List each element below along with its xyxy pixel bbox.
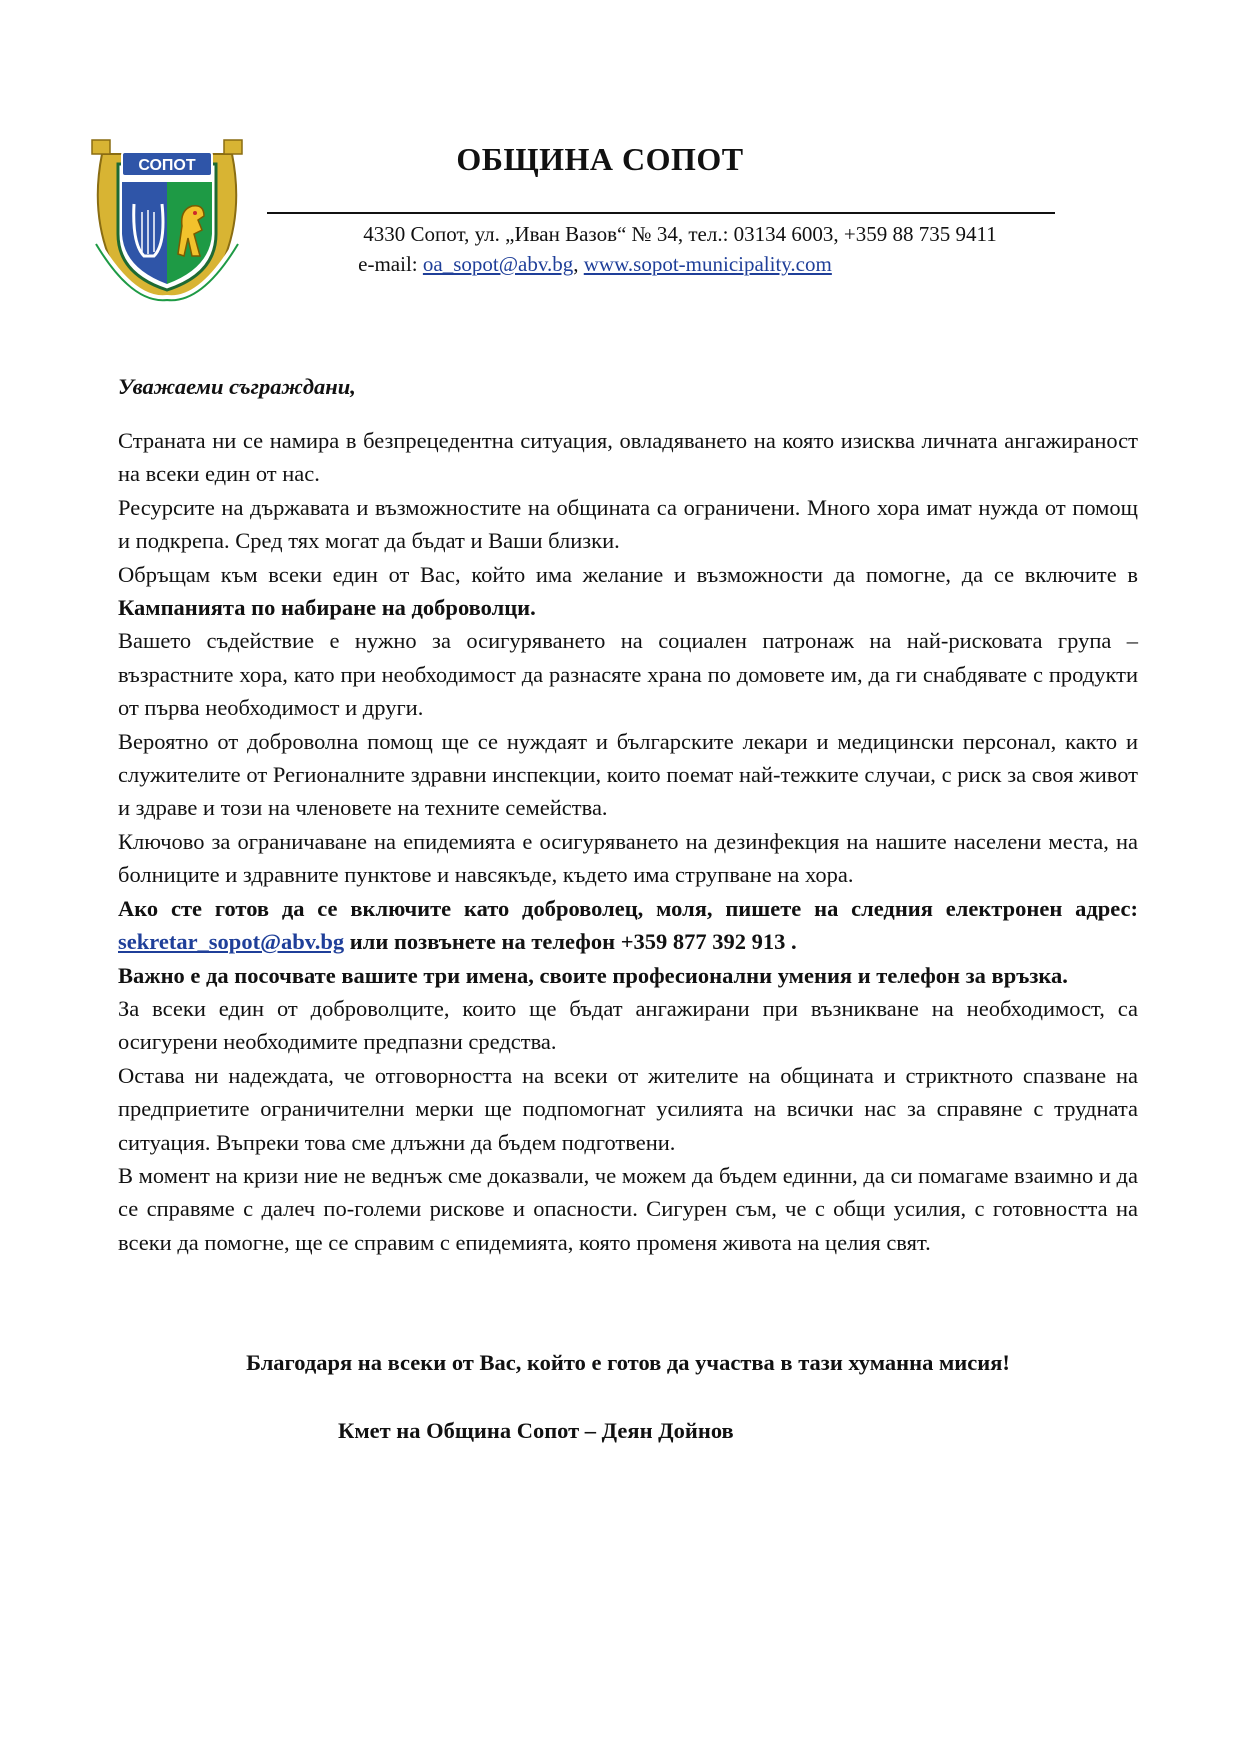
paragraph (118, 892, 1138, 959)
paragraph: Остава ни надеждата, че отговорността на всеки от жителите на общината и стриктното спазване на предприетите ограничителни мерки ще подпомогнат усилията на всички нас за справяне с трудната ситуация. Въпреки това сме длъжни да бъдем подготвени. (118, 1062, 1138, 1155)
contact-separator: , (573, 252, 579, 276)
paragraph-text: Ако сте готов да се включите като доброволец, моля, пишете на следния електронен адрес: (118, 895, 1138, 921)
thanks-line: Благодаря на всеки от Вас, който е готов да участва в тази хуманна мисия! (246, 1350, 1010, 1375)
header-divider (267, 212, 1055, 214)
signature-line: Кмет на Община Сопот – Деян Дойнов (338, 1418, 734, 1443)
page-title: ОБЩИНА СОПОТ (456, 141, 744, 177)
paragraph-text: Обръщам към всеки един от Вас, който има желание и възможности да помогне, да се включите в (118, 561, 1138, 587)
paragraph: Ресурсите на държавата и възможностите на общината са ограничени. Много хора имат нужда от помощ и подкрепа. Сред тях могат да бъдат и Ваши близки. (118, 494, 1138, 554)
email-label: e-mail: (358, 252, 418, 276)
address-line: 4330 Сопот, ул. „Иван Вазов“ № 34, тел.: 03134 6003, +359 88 735 9411 (363, 222, 997, 246)
paragraph: Вероятно от доброволна помощ ще се нуждаят и българските лекари и медицински персонал, както и служителите от Регионалните здравни инспекции, които поемат най-тежките случаи, с риск за своя живот и здраве и този на членовете на техните семейства. (118, 728, 1138, 821)
paragraph: Важно е да посочвате вашите три имена, своите професионални умения и телефон за връзка. (118, 962, 1068, 988)
paragraph: Ключово за ограничаване на епидемията е осигуряването на дезинфекция на нашите населени места, на болниците и здравните пунктове и навсякъде, където има струпване на хора. (118, 828, 1138, 888)
letter-body (118, 424, 1138, 1259)
paragraph: Вашето съдействие е нужно за осигуряването на социален патронаж на най-рисковата група – възрастните хора, като при необходимост да разнасяте храна по домовете им, да ги снабдявате с продукти от първа необходимост и други. (118, 628, 1138, 721)
campaign-name: Кампанията по набиране на доброволци. (118, 595, 536, 621)
paragraph: За всеки един от доброволците, които ще бъдат ангажирани при възникване на необходимост, са осигурени необходимите предпазни средства. (118, 995, 1138, 1055)
paragraph: В момент на кризи ние не веднъж сме доказвали, че можем да бъдем единни, да си помагаме взаимно и да се справяме с далеч по-големи рискове и опасности. Сигурен съм, че с общи усилия, с готовността на всеки да помогне, ще се справим с епидемията, която променя живота на целия свят. (118, 1162, 1138, 1255)
paragraph (118, 558, 1138, 625)
website-link[interactable]: www.sopot-municipality.com (583, 252, 832, 276)
municipal-crest-logo (82, 134, 252, 302)
paragraph-text: или позвънете на телефон +359 877 392 913 . (344, 929, 797, 955)
contact-line (300, 252, 890, 277)
email-link[interactable]: oa_sopot@abv.bg (422, 252, 574, 276)
letter-greeting: Уважаеми съграждани, (118, 374, 356, 399)
svg-text:СОПОТ: СОПОТ (138, 157, 196, 174)
paragraph: Страната ни се намира в безпрецедентна ситуация, овладяването на която изисква личната ангажираност на всеки един от нас. (118, 428, 1138, 487)
volunteer-email-link[interactable]: sekretar_sopot@abv.bg (118, 929, 345, 955)
